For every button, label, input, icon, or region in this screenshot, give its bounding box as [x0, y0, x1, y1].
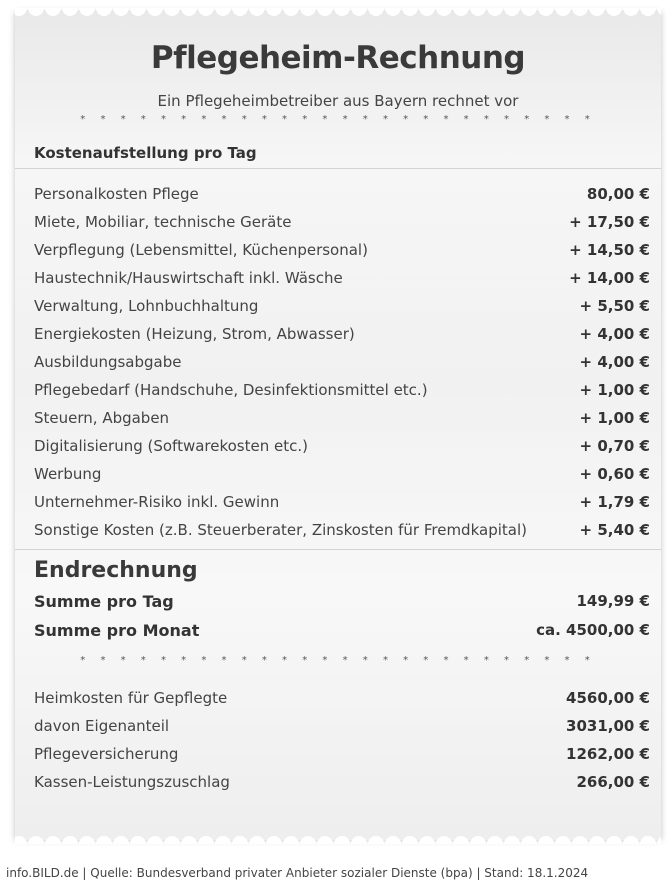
perforation-notch: [317, 836, 333, 844]
cost-label: Unternehmer-Risiko inkl. Gewinn: [34, 493, 280, 511]
cost-row: [34, 292, 650, 320]
perforation-notch: [317, 8, 333, 16]
cost-value: + 1,79 €: [579, 493, 650, 511]
perforation-notch: [28, 8, 44, 16]
cost-label: Verpflegung (Lebensmittel, Küchenpersonal): [34, 241, 368, 259]
perforation-notch: [266, 836, 282, 844]
cost-row: [34, 348, 650, 376]
cost-label: Digitalisierung (Softwarekosten etc.): [34, 437, 308, 455]
perforation-notch: [96, 836, 112, 844]
perforation-notch: [470, 8, 486, 16]
divider: [15, 549, 661, 550]
receipt: [15, 12, 661, 840]
cost-value: + 0,60 €: [579, 465, 650, 483]
cost-label: Steuern, Abgaben: [34, 409, 170, 427]
perforation-notch: [232, 836, 248, 844]
cost-label: Miete, Mobiliar, technische Geräte: [34, 213, 292, 231]
sum-month-row: [34, 616, 650, 644]
perforation-notch: [657, 836, 661, 844]
perforation-notch: [640, 8, 656, 16]
perforation-notch: [215, 836, 231, 844]
perforation-notch: [198, 8, 214, 16]
sum-month-label: Summe pro Monat: [34, 620, 200, 640]
perforation-notch: [300, 8, 316, 16]
summary-row: [34, 740, 650, 768]
cost-row: [34, 320, 650, 348]
cost-row: [34, 404, 650, 432]
perforation-notch: [79, 8, 95, 16]
cost-label: Werbung: [34, 465, 102, 483]
perforation-notch: [623, 836, 639, 844]
perforation-notch: [640, 836, 656, 844]
sum-day-row: [34, 587, 650, 615]
star-separator-bottom: * * * * * * * * * * * * * * * * * * * * * * * * * *: [80, 655, 596, 666]
perforation-notch: [436, 8, 452, 16]
cost-value: + 4,00 €: [579, 353, 650, 371]
cost-value: + 1,00 €: [579, 381, 650, 399]
perforation-notch: [504, 8, 520, 16]
cost-label: Personalkosten Pflege: [34, 185, 199, 203]
perforation-notch: [147, 8, 163, 16]
cost-label: Verwaltung, Lohnbuchhaltung: [34, 297, 259, 315]
page-title: Pflegeheim-Rechnung: [150, 40, 526, 76]
perforation-notch: [147, 836, 163, 844]
perforation-notch: [334, 8, 350, 16]
cost-row: [34, 488, 650, 516]
perforation-notch: [572, 836, 588, 844]
perforation-notch: [130, 836, 146, 844]
perforation-notch: [538, 8, 554, 16]
perforation-notch: [368, 836, 384, 844]
perforation-notch: [15, 836, 27, 844]
cost-row: [34, 208, 650, 236]
source-footer: info.BILD.de | Quelle: Bundesverband privater Anbieter sozialer Dienste (bpa) | Stand: 18.1.2024: [6, 866, 589, 880]
perforation-notch: [436, 836, 452, 844]
divider: [15, 168, 661, 169]
perforation-notch: [164, 836, 180, 844]
cost-value: + 14,00 €: [569, 269, 650, 287]
perforation-notch: [419, 8, 435, 16]
perforation-notch: [15, 8, 27, 16]
perforation-notch: [28, 836, 44, 844]
perforation-notch: [334, 836, 350, 844]
perforation-notch: [572, 8, 588, 16]
summary-row: [34, 768, 650, 796]
cost-row: [34, 460, 650, 488]
perforation-notch: [113, 8, 129, 16]
perforation-notch: [453, 836, 469, 844]
cost-row: [34, 516, 650, 544]
perforation-notch: [521, 8, 537, 16]
summary-label: Pflegeversicherung: [34, 745, 179, 763]
perforation-notch: [130, 8, 146, 16]
cost-row: [34, 376, 650, 404]
perforation-top: [15, 8, 661, 18]
cost-value: + 0,70 €: [579, 437, 650, 455]
perforation-notch: [198, 836, 214, 844]
cost-row: [34, 432, 650, 460]
perforation-notch: [368, 8, 384, 16]
perforation-notch: [589, 836, 605, 844]
perforation-notch: [657, 8, 661, 16]
cost-row: [34, 236, 650, 264]
sum-month-value: ca. 4500,00 €: [536, 621, 650, 639]
cost-row: [34, 264, 650, 292]
perforation-notch: [283, 8, 299, 16]
sum-day-label: Summe pro Tag: [34, 591, 174, 611]
summary-title: Endrechnung: [34, 558, 198, 583]
cost-value: + 14,50 €: [569, 241, 650, 259]
cost-section-title: Kostenaufstellung pro Tag: [34, 144, 257, 162]
perforation-notch: [351, 836, 367, 844]
perforation-notch: [402, 8, 418, 16]
perforation-notch: [215, 8, 231, 16]
page-subtitle: Ein Pflegeheimbetreiber aus Bayern rechnet vor: [157, 92, 519, 110]
summary-row: [34, 684, 650, 712]
perforation-bottom: [15, 834, 661, 844]
perforation-notch: [606, 836, 622, 844]
perforation-notch: [113, 836, 129, 844]
sum-day-value: 149,99 €: [576, 592, 650, 610]
perforation-notch: [249, 8, 265, 16]
perforation-notch: [385, 836, 401, 844]
perforation-notch: [470, 836, 486, 844]
perforation-notch: [402, 836, 418, 844]
summary-row: [34, 712, 650, 740]
perforation-notch: [283, 836, 299, 844]
cost-value: + 17,50 €: [569, 213, 650, 231]
perforation-notch: [589, 8, 605, 16]
perforation-notch: [45, 8, 61, 16]
cost-label: Pflegebedarf (Handschuhe, Desinfektionsmittel etc.): [34, 381, 428, 399]
perforation-notch: [453, 8, 469, 16]
perforation-notch: [351, 8, 367, 16]
star-separator-top: * * * * * * * * * * * * * * * * * * * * * * * * * *: [80, 114, 596, 125]
cost-value: + 4,00 €: [579, 325, 650, 343]
summary-value: 266,00 €: [576, 773, 650, 791]
perforation-notch: [487, 8, 503, 16]
perforation-notch: [487, 836, 503, 844]
perforation-notch: [623, 8, 639, 16]
cost-value: + 1,00 €: [579, 409, 650, 427]
perforation-notch: [419, 836, 435, 844]
cost-value: + 5,40 €: [579, 521, 650, 539]
perforation-notch: [555, 8, 571, 16]
perforation-notch: [504, 836, 520, 844]
perforation-notch: [181, 836, 197, 844]
perforation-notch: [62, 836, 78, 844]
summary-value: 4560,00 €: [566, 689, 650, 707]
perforation-notch: [45, 836, 61, 844]
perforation-notch: [266, 8, 282, 16]
perforation-notch: [555, 836, 571, 844]
summary-label: Kassen-Leistungszuschlag: [34, 773, 230, 791]
perforation-notch: [521, 836, 537, 844]
summary-value: 1262,00 €: [566, 745, 650, 763]
cost-label: Sonstige Kosten (z.B. Steuerberater, Zinskosten für Fremdkapital): [34, 521, 527, 539]
perforation-notch: [62, 8, 78, 16]
perforation-notch: [606, 8, 622, 16]
summary-label: davon Eigenanteil: [34, 717, 170, 735]
summary-label: Heimkosten für Gepflegte: [34, 689, 228, 707]
cost-value: 80,00 €: [586, 185, 650, 203]
perforation-notch: [538, 836, 554, 844]
perforation-notch: [385, 8, 401, 16]
perforation-notch: [249, 836, 265, 844]
cost-label: Ausbildungsabgabe: [34, 353, 182, 371]
cost-label: Energiekosten (Heizung, Strom, Abwasser): [34, 325, 355, 343]
cost-label: Haustechnik/Hauswirtschaft inkl. Wäsche: [34, 269, 343, 287]
perforation-notch: [164, 8, 180, 16]
perforation-notch: [232, 8, 248, 16]
perforation-notch: [79, 836, 95, 844]
perforation-notch: [96, 8, 112, 16]
perforation-notch: [300, 836, 316, 844]
summary-value: 3031,00 €: [566, 717, 650, 735]
perforation-notch: [181, 8, 197, 16]
cost-value: + 5,50 €: [579, 297, 650, 315]
cost-row: [34, 180, 650, 208]
